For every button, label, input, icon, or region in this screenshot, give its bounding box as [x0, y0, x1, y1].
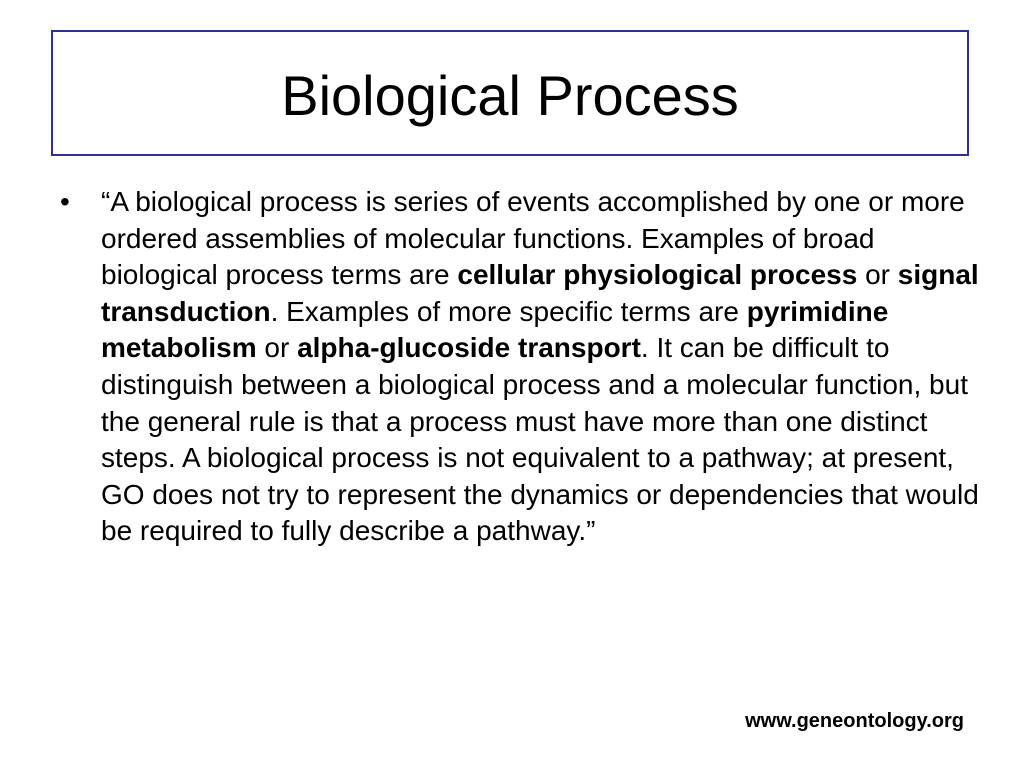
quote-part-5: . It can be difficult to distinguish between a biological process and a molecular function, but the general rule is that a process must have more than one distinct steps. A biological process is not equivalent to a pathway; at present, GO does not try to represent the dynamics or dependencies that would be required to fully describe a pathway.” — [101, 332, 979, 547]
term-cellular-physiological-process: cellular physiological process — [457, 259, 858, 291]
bullet-item — [60, 184, 980, 550]
bullet-list — [60, 184, 980, 550]
quote-part-1: “A biological process is series of events accomplished by one or more ordered assemblies of molecular functions. Examples of broad biological process terms are — [101, 186, 965, 291]
term-pyrimidine-metabolism: pyrimidine metabolism — [101, 295, 889, 364]
footer-url: www.geneontology.org — [745, 710, 964, 732]
quote-part-4: or — [256, 332, 298, 364]
quote-text — [101, 186, 979, 546]
slide-title: Biological Process — [281, 64, 739, 127]
quote-part-2: or — [857, 259, 898, 291]
term-signal-transduction: signal transduction — [101, 259, 979, 327]
bullet-icon: • — [60, 186, 70, 217]
title-box — [51, 30, 969, 156]
term-alpha-glucoside-transport: alpha-glucoside transport — [297, 332, 641, 364]
quote-part-3: . Examples of more specific terms are — [270, 295, 747, 327]
